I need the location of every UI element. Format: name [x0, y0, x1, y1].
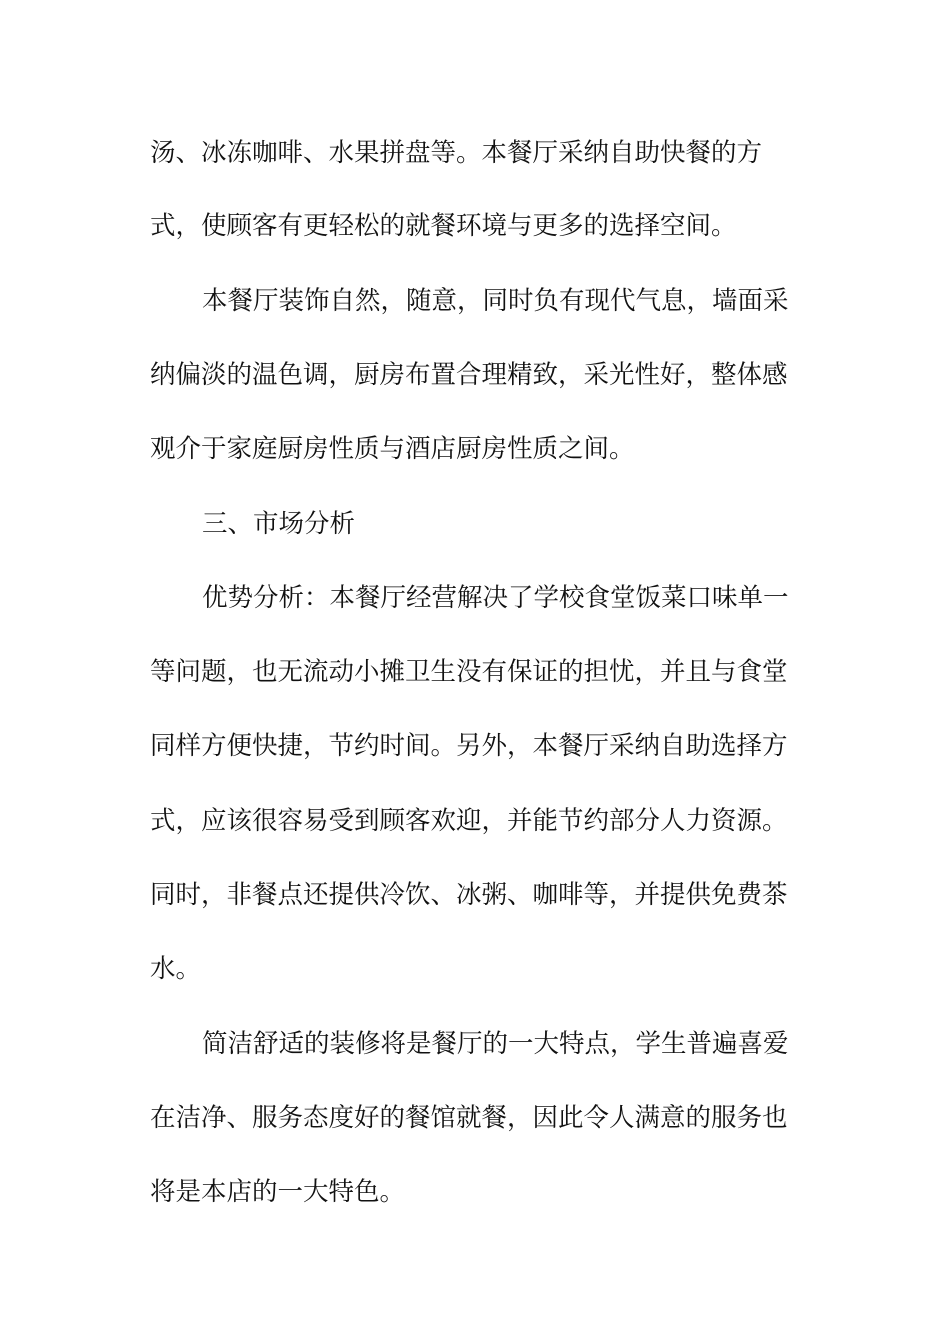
paragraph-line: 纳偏淡的温色调，厨房布置合理精致，采光性好，整体感	[150, 360, 788, 390]
paragraph-line: 在洁净、服务态度好的餐馆就餐，因此令人满意的服务也	[150, 1103, 788, 1133]
paragraph-line: 水。	[150, 954, 202, 984]
paragraph-line: 式，使顾客有更轻松的就餐环境与更多的选择空间。	[150, 211, 737, 241]
paragraph-line: 简洁舒适的装修将是餐厅的一大特点，学生普遍喜爱	[202, 1029, 789, 1059]
paragraph-line: 同时，非餐点还提供冷饮、冰粥、咖啡等，并提供免费茶	[150, 880, 788, 910]
paragraph-line: 优势分析：本餐厅经营解决了学校食堂饭菜口味单一	[202, 583, 789, 613]
paragraph-line: 等问题，也无流动小摊卫生没有保证的担忧，并且与食堂	[150, 657, 788, 687]
paragraph-line: 观介于家庭厨房性质与酒店厨房性质之间。	[150, 434, 635, 464]
paragraph-line: 将是本店的一大特色。	[150, 1177, 406, 1207]
section-heading: 三、市场分析	[202, 509, 356, 539]
paragraph-line: 同样方便快捷，节约时间。另外，本餐厅采纳自助选择方	[150, 731, 788, 761]
paragraph-line: 汤、冰冻咖啡、水果拼盘等。本餐厅采纳自助快餐的方	[150, 138, 763, 168]
paragraph-line: 本餐厅装饰自然，随意，同时负有现代气息，墙面采	[202, 286, 789, 316]
paragraph-line: 式，应该很容易受到顾客欢迎，并能节约部分人力资源。	[150, 806, 788, 836]
